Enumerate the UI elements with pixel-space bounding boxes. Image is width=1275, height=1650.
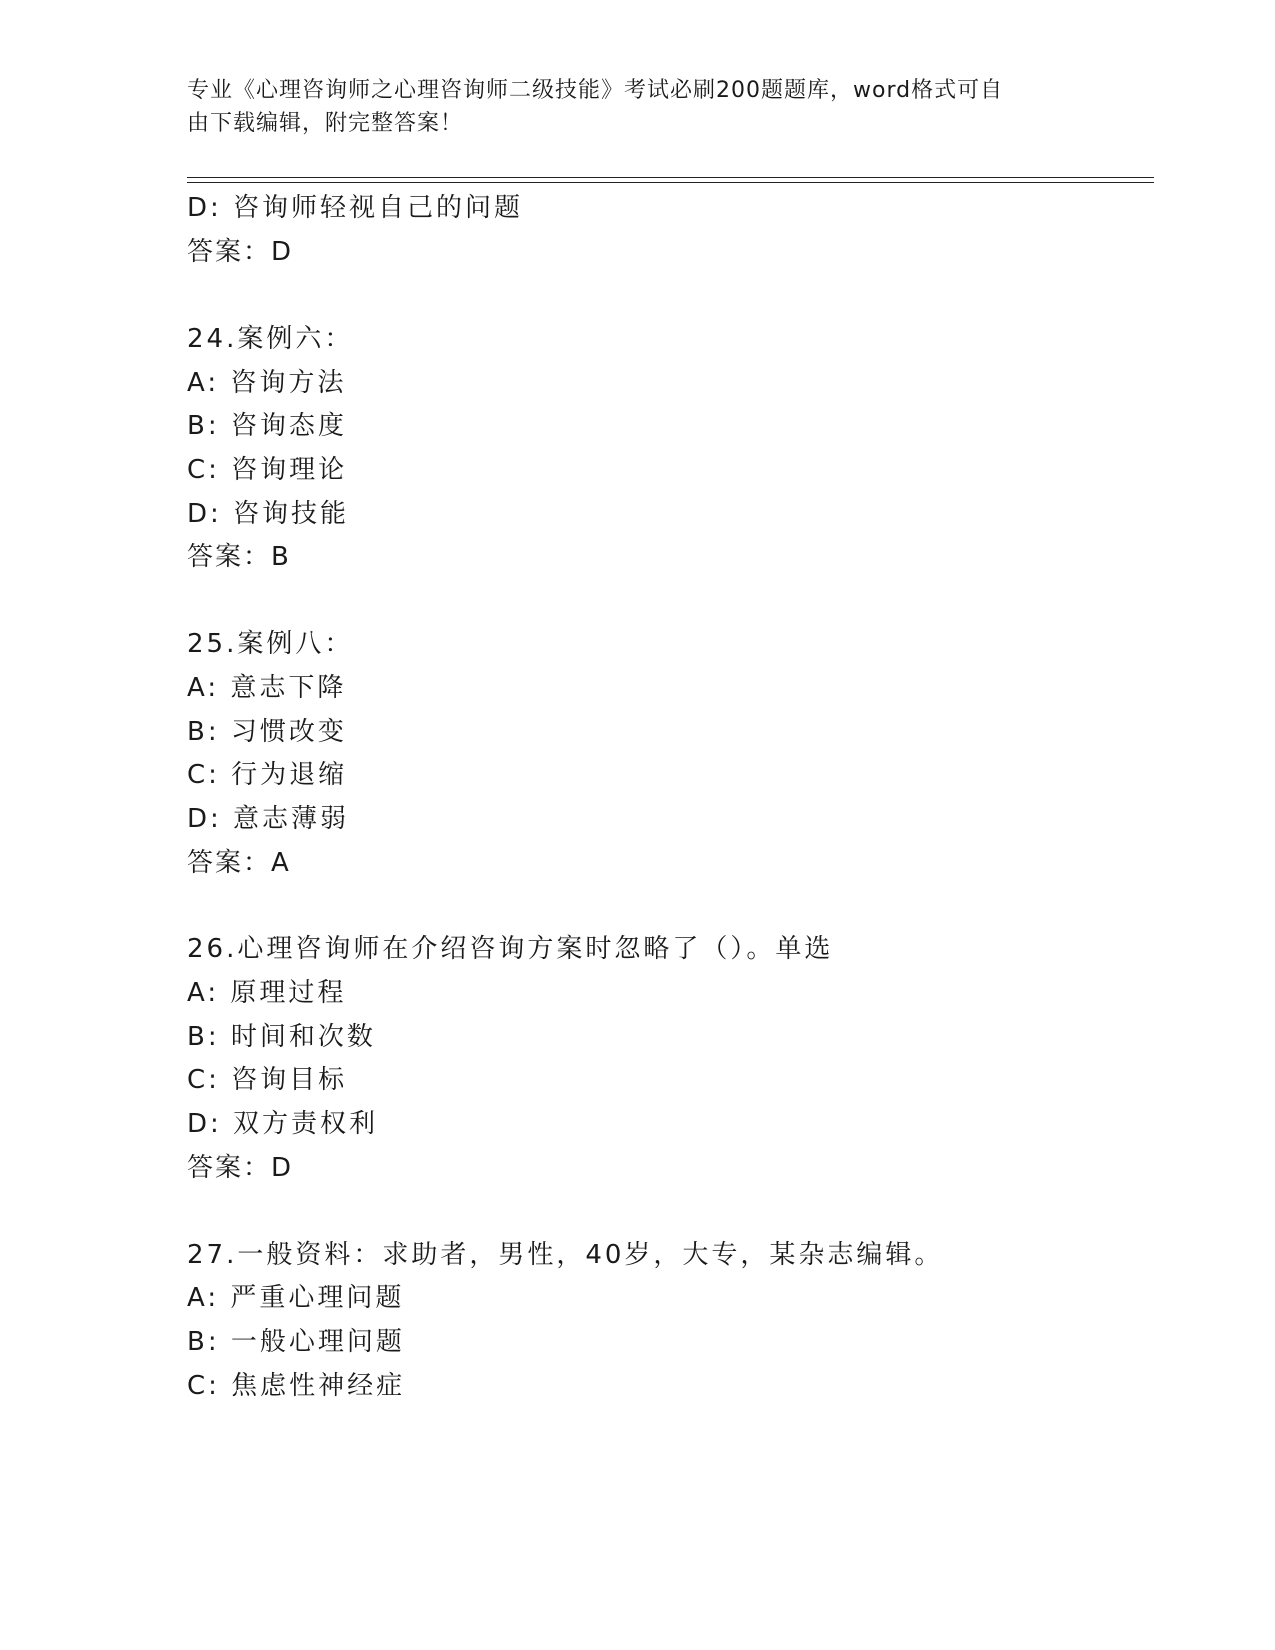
header-line-2: 由下载编辑，附完整答案！ <box>187 111 464 136</box>
header-line-1: 专业《心理咨询师之心理咨询师二级技能》考试必刷200题题库，word格式可自 <box>187 78 1004 103</box>
option-a: A: 原理过程 <box>187 978 347 1008</box>
option-d: D: 咨询师轻视自己的问题 <box>187 193 524 223</box>
answer-line: 答案：D <box>187 1153 294 1183</box>
option-c: C: 焦虑性神经症 <box>187 1371 406 1401</box>
option-c: C: 行为退缩 <box>187 760 348 790</box>
question-stem: 24.案例六： <box>187 324 354 354</box>
page-header <box>187 74 1077 140</box>
option-a: A: 意志下降 <box>187 673 347 703</box>
option-c: C: 咨询理论 <box>187 455 348 485</box>
option-b: B: 习惯改变 <box>187 717 347 747</box>
question-stem: 26.心理咨询师在介绍咨询方案时忽略了（）。单选 <box>187 934 834 964</box>
option-d: D: 咨询技能 <box>187 499 350 529</box>
answer-line: 答案：B <box>187 542 291 572</box>
header-rule-bottom <box>187 182 1154 183</box>
option-b: B: 咨询态度 <box>187 411 347 441</box>
header-rule-top <box>187 177 1154 178</box>
answer-line: 答案：A <box>187 848 291 878</box>
answer-line: 答案：D <box>187 237 294 267</box>
question-stem: 25.案例八： <box>187 629 354 659</box>
option-d: D: 意志薄弱 <box>187 804 350 834</box>
option-b: B: 一般心理问题 <box>187 1327 405 1357</box>
option-a: A: 咨询方法 <box>187 368 347 398</box>
option-a: A: 严重心理问题 <box>187 1283 405 1313</box>
option-d: D: 双方责权利 <box>187 1109 379 1139</box>
option-b: B: 时间和次数 <box>187 1022 376 1052</box>
question-stem: 27.一般资料：求助者，男性，40岁，大专，某杂志编辑。 <box>187 1240 944 1270</box>
option-c: C: 咨询目标 <box>187 1065 348 1095</box>
